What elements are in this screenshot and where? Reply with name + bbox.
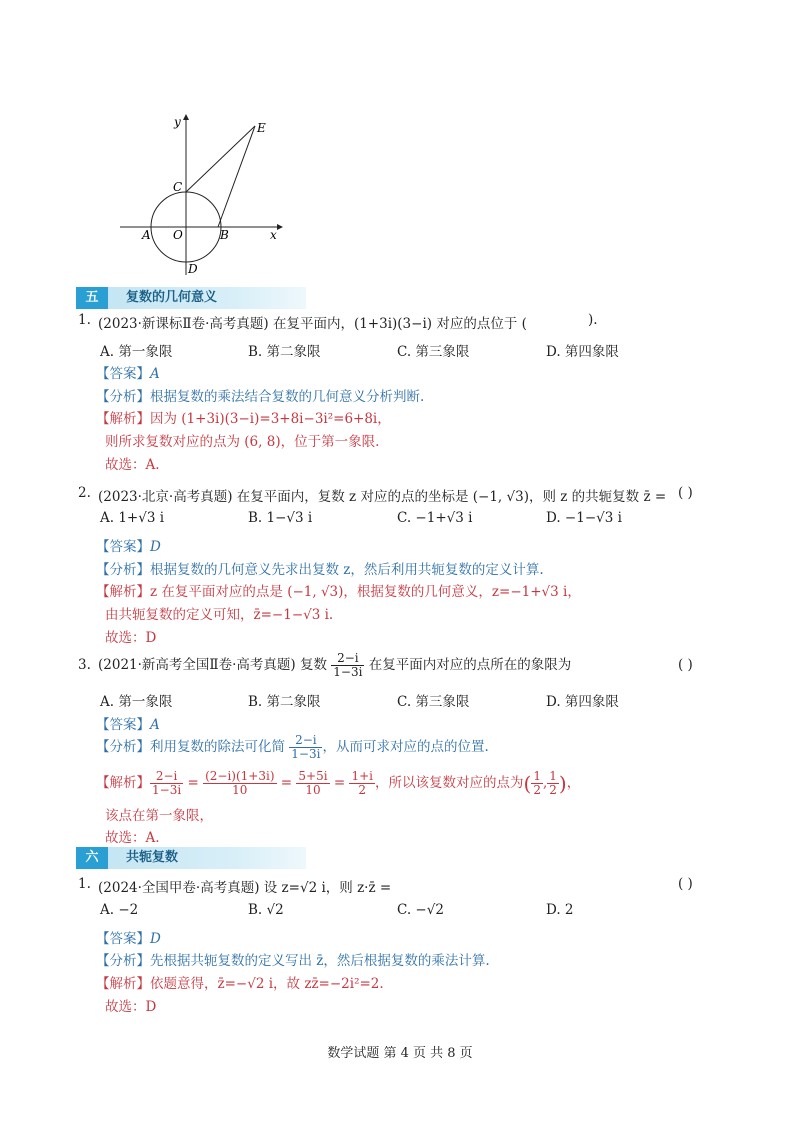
solution-line-2: 该点在第一象限， [105,808,213,824]
analysis-label: 【分析】 [96,562,150,578]
question-number: 3. [78,657,91,673]
line-BE [218,126,255,227]
denominator: 10 [232,783,248,797]
analysis-line [96,733,489,761]
analysis-fraction [289,734,322,760]
label-D: D [188,262,198,276]
answer-line [96,535,161,555]
solution-fraction-4 [349,770,375,796]
solution-fraction-3 [296,770,329,796]
label-y: y [174,115,181,129]
solution-fraction-1 [150,770,183,796]
option-a: A. 1+√3 i [100,510,165,526]
numerator: 2−i [289,734,322,748]
option-d: D. 第四象限 [546,344,619,360]
answer-paren: ( ) [678,657,693,673]
solution-line: 【解析】 $\frac{2-i}{1-3i}$ = $\frac{(2-i)(1+3i)}{10}$ = $\frac{5+5i}{10}$ = $\frac{1+i}{2}$ ，所以该复数对应的点为( $\frac{1}{2}$ , $\frac{1}{2}$ )， [96,769,581,797]
section-title: 共轭复数 [126,850,179,865]
analysis-label: 【分析】 [96,739,150,755]
denominator: 2 [549,783,557,797]
answer-line [96,713,160,733]
answer-line [96,927,161,947]
denominator: 2 [533,783,541,797]
section-header-6 [76,847,306,869]
option-d: D. −1−√3 i [546,510,622,526]
y-axis-arrow-icon [183,114,189,120]
answer-value: A [150,717,160,733]
solution-line-2: 则所求复数对应的点为 (6, 8)，位于第一象限. [105,434,380,450]
analysis-label: 【分析】 [96,389,150,405]
option-d: D. 第四象限 [546,694,619,710]
question-stem: (2023·新课标Ⅱ卷·高考真题) 在复平面内，(1+3i)(3−i) 对应的点位于 ( [98,316,527,332]
numerator: 1+i [351,769,374,784]
option-c: C. −√2 [397,902,444,918]
analysis-label: 【分析】 [96,953,150,969]
solution-conclusion: 故选：D [105,630,157,646]
analysis-text-a: 利用复数的除法可化简 [150,739,285,755]
label-A: A [142,228,151,242]
analysis-line [96,558,544,578]
label-E: E [257,121,266,135]
denominator: 1−3i [333,665,363,679]
equals-sign: = [280,775,293,791]
label-B: B [220,228,229,242]
denominator: 1−3i [291,747,321,761]
solution-label: 【解析】 [96,775,150,791]
numerator: 2−i [150,770,183,784]
answer-paren: ( ) [678,876,693,892]
numerator: 5+5i [298,769,328,784]
answer-value: D [150,539,161,555]
option-c: C. 第三象限 [397,344,470,360]
point-y [547,770,559,796]
numerator: 2−i [331,652,364,666]
solution-line [96,407,391,427]
section-header-5 [76,287,306,309]
section-number: 六 [76,847,108,869]
x-axis-arrow-icon [277,224,283,230]
analysis-line [96,385,424,405]
question-number: 1. [78,312,91,328]
analysis-text-b: ，从而可求对应的点的位置. [322,739,489,755]
equals-sign: = [187,775,199,791]
label-C: C [173,180,183,194]
numerator: 1 [549,769,557,784]
question-stem: (2024·全国甲卷·高考真题) 设 z=√2 i，则 z·z̄ = [98,880,392,896]
solution-conclusion: 故选：D [105,999,157,1015]
option-b: B. 第二象限 [248,694,321,710]
solution-label: 【解析】 [96,584,150,600]
solution-conclusion: 故选：A. [105,457,160,473]
stem-part-a: (2021·新高考全国Ⅱ卷·高考真题) 复数 [98,657,327,673]
solution-text: z 在复平面对应的点是 (−1, √3)，根据复数的几何意义，z=−1+√3 i， [150,584,581,600]
option-b: B. 第二象限 [248,344,321,360]
solution-line-2: 由共轭复数的定义可知，z̄=−1−√3 i. [105,607,334,623]
option-b: B. √2 [248,902,284,918]
denominator: 2 [358,783,367,797]
answer-value: A [150,366,160,382]
section-title: 复数的几何意义 [126,290,218,305]
answer-label: 【答案】 [96,717,150,733]
solution-text: 依题意得，z̄=−√2 i，故 zz̄=−2i²=2. [150,976,384,992]
geometry-figure [115,112,290,282]
line-CE [186,126,255,192]
option-b: B. 1−√3 i [248,510,313,526]
option-a: A. −2 [100,902,139,918]
option-a: A. 第一象限 [100,694,173,710]
denominator: 1−3i [152,783,182,797]
point-x [531,770,543,796]
numerator: (2−i)(1+3i) [205,769,275,784]
denominator: 10 [305,783,321,797]
analysis-text: 根据复数的乘法结合复数的几何意义分析判断. [150,389,425,405]
answer-line [96,362,160,382]
option-c: C. −1+√3 i [397,510,473,526]
question-stem [98,651,571,679]
solution-fraction-2 [203,770,276,796]
label-O: O [173,228,183,242]
analysis-line [96,949,490,969]
option-d: D. 2 [546,902,574,918]
answer-label: 【答案】 [96,366,150,382]
question-stem-end: ). [588,312,598,328]
analysis-text: 先根据共轭复数的定义写出 z̄，然后根据复数的乘法计算. [150,953,490,969]
solution-text: 因为 (1+3i)(3−i)=3+8i−3i²=6+8i， [150,411,391,427]
solution-label: 【解析】 [96,976,150,992]
stem-part-b: 在复平面内对应的点所在的象限为 [368,657,572,673]
solution-line [96,972,384,992]
numerator: 1 [533,769,541,784]
question-number: 1. [78,876,91,892]
answer-paren: ( ) [678,485,693,501]
question-number: 2. [78,485,91,501]
option-a: A. 第一象限 [100,344,173,360]
solution-conclusion: 故选：A. [105,830,160,846]
option-c: C. 第三象限 [397,694,470,710]
answer-value: D [150,931,161,947]
stem-fraction [331,652,364,678]
analysis-text: 根据复数的几何意义先求出复数 z，然后利用共轭复数的定义计算. [150,562,544,578]
question-stem: (2023·北京·高考真题) 在复平面内，复数 z 对应的点的坐标是 (−1, √3)，则 z 的共轭复数 z̄ = [98,489,667,505]
equals-sign: = [333,775,346,791]
answer-label: 【答案】 [96,539,150,555]
label-x: x [270,228,277,242]
solution-tail: ，所以该复数对应的点为 [375,775,524,791]
answer-label: 【答案】 [96,931,150,947]
section-number: 五 [76,287,108,309]
solution-label: 【解析】 [96,411,150,427]
solution-line [96,580,581,600]
page-footer: 数学试题 第 4 页 共 8 页 [327,1046,473,1061]
